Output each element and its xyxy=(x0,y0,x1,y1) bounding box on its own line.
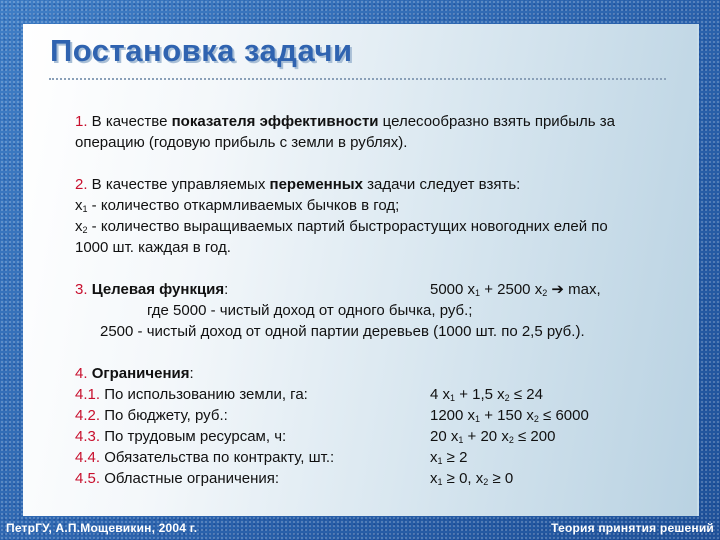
spacer xyxy=(75,258,675,279)
constraint-row xyxy=(75,447,675,468)
x1-var: x xyxy=(75,197,83,214)
constraint-text: Областные ограничения: xyxy=(100,470,280,487)
constraint-label xyxy=(75,468,279,489)
title-divider xyxy=(49,78,666,80)
constraint-part1: 1200 x xyxy=(430,407,476,424)
item2-x2-line xyxy=(75,216,675,237)
item3-bold: Целевая функция xyxy=(91,281,225,298)
item2-pre: В качестве управляемых xyxy=(87,176,270,193)
constraint-row xyxy=(75,468,675,489)
constraint-number: 4.5. xyxy=(75,470,101,487)
item1-line2: операцию (годовую прибыль с земли в рублях). xyxy=(75,134,408,151)
item3-number: 3. xyxy=(75,281,88,298)
constraint-part1: x xyxy=(430,470,438,487)
constraint-sub1: 1 xyxy=(475,414,481,424)
constraint-sub2: 2 xyxy=(483,477,489,487)
constraint-part3: ≤ 200 xyxy=(513,428,556,445)
formula-sub1: 1 xyxy=(475,288,481,298)
constraint-label xyxy=(75,384,308,405)
item3-colon: : xyxy=(224,281,229,298)
constraint-sub1: 1 xyxy=(458,435,464,445)
item2-x1-line xyxy=(75,195,675,216)
constraint-part2: + 150 x xyxy=(480,407,534,424)
formula-term2: + 2500 x xyxy=(480,281,543,298)
constraint-row xyxy=(75,426,675,447)
constraint-label xyxy=(75,405,228,426)
spacer xyxy=(75,342,675,363)
item2-line1 xyxy=(75,174,675,195)
footer-author: ПетрГУ, А.П.Мощевикин, 2004 г. xyxy=(6,521,198,535)
arrow-icon: ➔ xyxy=(547,281,569,298)
item3-note1: где 5000 - чистый доход от одного бычка, руб.; xyxy=(147,302,473,319)
item3-objective-row xyxy=(75,279,675,300)
constraint-part2: + 20 x xyxy=(463,428,509,445)
item1-number: 1. xyxy=(75,113,88,130)
item1-line1 xyxy=(75,111,675,132)
item4-colon: : xyxy=(189,365,194,382)
item3-label xyxy=(75,279,228,300)
constraint-sub1: 1 xyxy=(437,477,443,487)
constraint-sub2: 2 xyxy=(508,435,514,445)
item1-pre: В качестве xyxy=(87,113,172,130)
x1-sub: 1 xyxy=(82,204,88,214)
item1-post: целесообразно взять прибыль за xyxy=(378,113,615,130)
item1-bold: показателя эффективности xyxy=(171,113,379,130)
item2-x2-cont: 1000 шт. каждая в год. xyxy=(75,239,231,256)
constraint-part1: 20 x xyxy=(430,428,459,445)
constraint-part3: ≤ 24 xyxy=(509,386,543,403)
item4-number: 4. xyxy=(75,365,88,382)
constraint-sub2: 2 xyxy=(533,414,539,424)
page-title: Постановка задачи xyxy=(50,33,353,68)
constraint-number: 4.4. xyxy=(75,449,101,466)
constraint-formula xyxy=(430,426,555,447)
constraint-sub1: 1 xyxy=(450,393,456,403)
constraint-part2: ≥ 2 xyxy=(442,449,468,466)
x2-text: - количество выращиваемых партий быстрорастущих новогодних елей по xyxy=(87,218,608,235)
constraint-part2: + 1,5 x xyxy=(455,386,505,403)
constraint-part3: ≤ 6000 xyxy=(538,407,589,424)
constraint-text: По использованию земли, га: xyxy=(100,386,308,403)
constraint-label xyxy=(75,426,286,447)
constraint-text: Обязательства по контракту, шт.: xyxy=(100,449,335,466)
x2-sub: 2 xyxy=(82,225,88,235)
item3-note2: 2500 - чистый доход от одной партии деревьев (1000 шт. по 2,5 руб.). xyxy=(100,323,585,340)
formula-max: max, xyxy=(568,281,601,298)
x1-text: - количество откармливаемых бычков в год; xyxy=(87,197,400,214)
constraint-label xyxy=(75,447,334,468)
constraint-row xyxy=(75,405,675,426)
constraint-formula xyxy=(430,447,467,468)
item4-bold: Ограничения xyxy=(91,365,190,382)
formula-term1: 5000 x xyxy=(430,281,476,298)
constraint-number: 4.2. xyxy=(75,407,101,424)
constraint-formula xyxy=(430,468,513,489)
constraint-part1: 4 x xyxy=(430,386,451,403)
constraint-formula xyxy=(430,405,589,426)
objective-formula xyxy=(430,279,601,300)
constraint-part2: ≥ 0, x xyxy=(442,470,484,487)
constraint-text: По бюджету, руб.: xyxy=(100,407,228,424)
constraint-sub2: 2 xyxy=(504,393,510,403)
constraint-sub1: 1 xyxy=(437,456,443,466)
spacer xyxy=(75,153,675,174)
slide-content xyxy=(75,111,675,489)
constraints-list xyxy=(75,384,675,489)
constraint-part1: x xyxy=(430,449,438,466)
item4-header xyxy=(75,363,675,384)
constraint-formula xyxy=(430,384,543,405)
item2-post: задачи следует взять: xyxy=(362,176,521,193)
constraint-text: По трудовым ресурсам, ч: xyxy=(100,428,287,445)
item2-number: 2. xyxy=(75,176,88,193)
constraint-number: 4.1. xyxy=(75,386,101,403)
item2-bold: переменных xyxy=(269,176,363,193)
formula-sub2: 2 xyxy=(542,288,548,298)
constraint-row xyxy=(75,384,675,405)
constraint-part3: ≥ 0 xyxy=(488,470,514,487)
footer-course: Теория принятия решений xyxy=(551,521,714,535)
constraint-number: 4.3. xyxy=(75,428,101,445)
x2-var: x xyxy=(75,218,83,235)
